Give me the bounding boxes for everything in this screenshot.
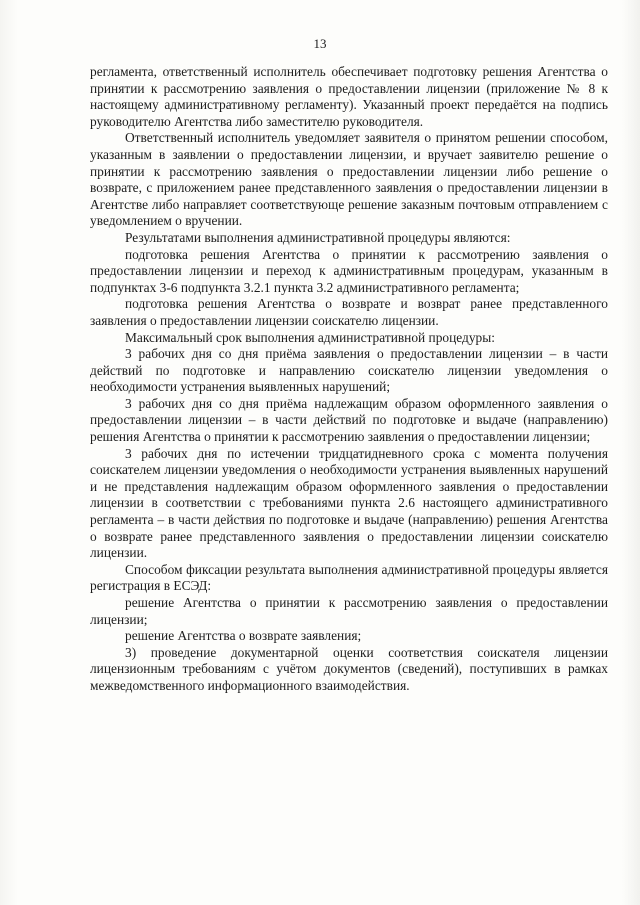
paragraph-documentary-assessment: 3) проведение документарной оценки соответствия соискателя лицензии лицензионным требованиям с учётом документов (сведений), поступивших в рамках межведомственного информационного взаимодействия. xyxy=(90,644,608,693)
paragraph-term-notification: 3 рабочих дня со дня приёма заявления о предоставлении лицензии – в части действий по подготовке и направлению соискателю лицензии уведомления о необходимости устранения выявленных нарушений; xyxy=(90,346,608,395)
document-body xyxy=(90,64,608,695)
paragraph-fixation-return: решение Агентства о возврате заявления; xyxy=(125,628,362,644)
paragraph-term-acceptance: 3 рабочих дня со дня приёма надлежащим образом оформленного заявления о предоставлении лицензии – в части действий по подготовке и выдаче (направлению) решения Агентства о принятии к рассмотрению заявления о предоставлении лицензии; xyxy=(90,395,608,445)
paragraph-fixation-acceptance: решение Агентства о принятии к рассмотрению заявления о предоставлении лицензии; xyxy=(90,595,608,627)
paragraph-results-heading: Результатами выполнения административной процедуры являются: xyxy=(125,229,511,245)
paragraph-term-return: 3 рабочих дня по истечении тридцатидневного срока с момента получения соискателем лицензии уведомления о необходимости устранения выявленных нарушений и не представления надлежащим образом оформленного заявления о предоставлении лицензии в соответствии с требованиями пункта 2.6 настоящего административного регламента – в части действия по подготовке и выдаче (направлению) решения Агентства о возврате ранее представленного заявления о предоставлении лицензии соискателю лицензии. xyxy=(90,445,608,561)
paragraph-continuation: регламента, ответственный исполнитель обеспечивает подготовку решения Агентства о принятии к рассмотрению заявления о предоставлении лицензии (приложение № 8 к настоящему административному регламенту). Указанный проект передаётся на подпись руководителю Агентства либо заместителю руководителя. xyxy=(90,64,608,129)
paragraph-result-return: подготовка решения Агентства о возврате и возврат ранее представленного заявления о предоставлении лицензии соискателю лицензии. xyxy=(90,296,608,328)
page-number: 13 xyxy=(313,36,327,51)
paragraph-notification: Ответственный исполнитель уведомляет заявителя о принятом решении способом, указанным в заявлении о предоставлении лицензии, и вручает заявителю решение о принятии к рассмотрению заявления о предоставлении лицензии либо решение о возврате, с приложением ранее представленного заявления о предоставлении лицензии в Агентстве либо направляет соответствующе решение заказным почтовым отправлением с уведомлением о вручении. xyxy=(90,130,608,229)
paragraph-result-acceptance: подготовка решения Агентства о принятии к рассмотрению заявления о предоставлении лицензии и переход к административным процедурам, указанным в подпунктах 3-6 подпункта 3.2.1 пункта 3.2 административного регламента; xyxy=(90,246,608,295)
paragraph-fixation-method: Способом фиксации результата выполнения административной процедуры является регистрация в ЕСЭД: xyxy=(90,561,608,594)
paragraph-max-term-heading: Максимальный срок выполнения административной процедуры: xyxy=(125,329,495,345)
